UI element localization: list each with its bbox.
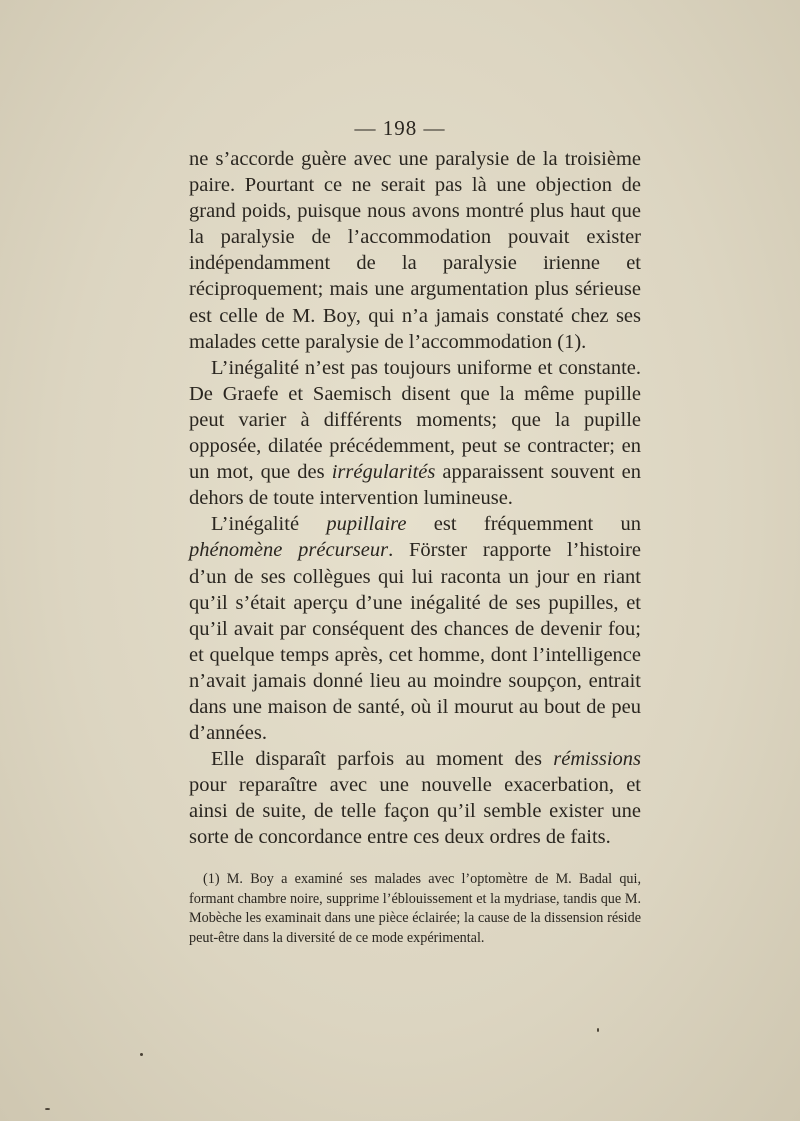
paragraph xyxy=(189,511,641,746)
italic-text: irrégularités xyxy=(331,461,436,484)
footnote-text: (1) M. Boy a examiné ses malades avec l’optomètre de M. Badal qui, formant chambre noire, supprime l’éblouissement et la mydriase, tandis que M. Mobèche les examinait dans une pièce éclairée; la cause de la dissension réside peut-être dans la diversité de ce mode expérimental. xyxy=(189,871,641,946)
text-run: ne s’accorde guère avec une paralysie de la troisième paire. Pourtant ce ne serait pas là une objection de grand poids, puisque nous avons montré plus haut que la paralysie de l’accommodation pouvait exister indépendamment de la paralysie irienne et réciproquement; mais une argumentation plus sérieuse est celle de M. Boy, qui n’a jamais constaté chez ses malades cette paralysie de l’accommodation (1). xyxy=(189,148,641,353)
text-run: Elle disparaît parfois au moment des xyxy=(211,748,554,771)
text-run: pour reparaître avec une nouvelle exacerbation, et ainsi de suite, de telle façon qu’il semble exister une sorte de concordance entre ces deux ordres de faits. xyxy=(189,774,641,849)
paper-speck xyxy=(45,1108,50,1110)
text-run: est fréquemment un xyxy=(406,513,642,536)
paper-speck xyxy=(597,1028,599,1032)
paragraph xyxy=(189,355,641,512)
paragraph xyxy=(189,146,641,355)
text-run: L’inégalité n’est pas toujours uniforme et constante. De Graefe et Saemisch disent que la même pupille peut varier à différents moments; que la pupille opposée, dilatée précédemment, peut se contracter; en un mot, que des xyxy=(189,356,641,484)
footnote xyxy=(189,870,641,948)
text-run: . Förster rapporte l’histoire d’un de ses collègues qui lui raconta un jour en riant qu’il s’était aperçu d’une inégalité de ses pupilles, et qu’il avait par conséquent des chances de devenir fou; et quelque temps après, cet homme, dont l’intelligence n’avait jamais donné lieu au moindre soupçon, entrait dans une maison de santé, où il mourut au bout de peu d’années. xyxy=(189,539,641,745)
italic-text: phénomène précurseur xyxy=(189,539,389,562)
page-number: — 198 — xyxy=(354,116,446,140)
italic-text: pupillaire xyxy=(326,513,407,536)
paper-speck xyxy=(140,1053,143,1056)
text-run: apparaissent souvent en dehors de toute intervention lumineuse. xyxy=(189,461,641,510)
text-run: L’inégalité xyxy=(211,513,327,536)
italic-text: rémissions xyxy=(553,748,641,771)
body-text xyxy=(189,146,641,851)
paragraph xyxy=(189,746,641,850)
